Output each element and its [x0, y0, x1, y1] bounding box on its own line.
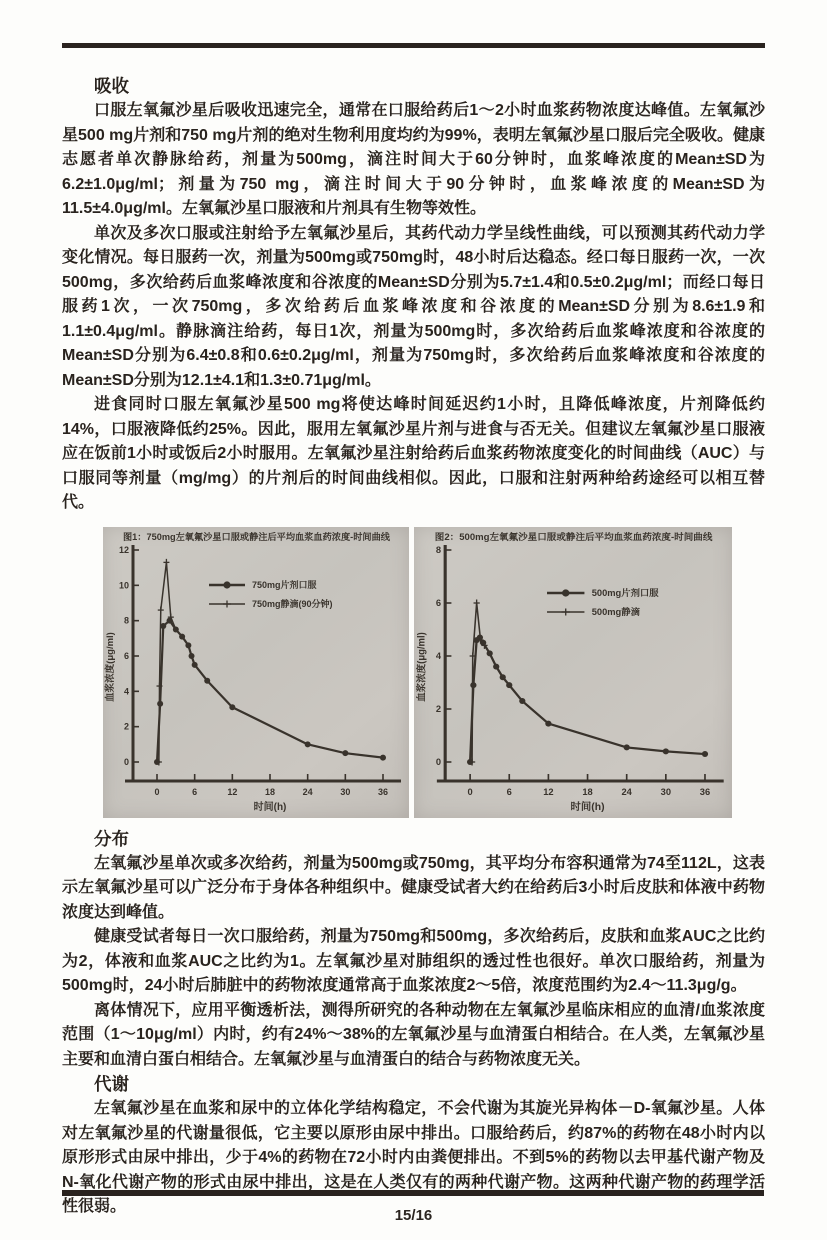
section-heading-absorption: 吸收	[94, 76, 129, 96]
paragraph-absorption-2: 单次及多次口服或注射给予左氧氟沙星后，其药代动力学呈线性曲线，可以预测其药代动力学变化情况。每日服药一次，剂量为500mg或750mg时，48小时后达稳态。经口每日服药一次，一次500mg，多次给药后血浆峰浓度和谷浓度的Mean±SD分别为5.7±1.4和0.5±0.2μg/ml；而经口每日服药1次，一次750mg，多次给药后血浆峰浓度和谷浓度的Mean±SD分别为8.6±1.9和1.1±0.4μg/ml。静脉滴注给药，每日1次，剂量为500mg时，多次给药后血浆峰浓度和谷浓度的Mean±SD分别为6.4±0.8和0.6±0.2μg/ml，剂量为750mg时，多次给药后血浆峰浓度和谷浓度的Mean±SD分别为12.1±4.1和1.3±0.71μg/ml。	[62, 224, 765, 389]
svg-text:30: 30	[660, 786, 672, 797]
svg-text:6: 6	[192, 786, 198, 797]
svg-text:500mg片剂口服: 500mg片剂口服	[591, 587, 659, 598]
svg-text:12: 12	[543, 786, 554, 797]
svg-text:8: 8	[435, 544, 442, 555]
paragraph-distribution-2: 健康受试者每日一次口服给药，剂量为750mg和500mg，多次给药后，皮肤和血浆AUC之比约为2，体液和血浆AUC之比约为1。左氧氟沙星对肺组织的透过性也很好。单次口服给药，剂量为500mg时，24小时后肺脏中的药物浓度通常高于血浆浓度2～5倍，浓度范围约为2.4～11.3μg/g。	[62, 928, 765, 994]
svg-text:0: 0	[467, 786, 473, 797]
svg-text:36: 36	[699, 786, 711, 797]
top-rule	[62, 43, 765, 48]
section-distribution	[62, 827, 765, 1073]
svg-text:500mg静滴: 500mg静滴	[591, 606, 640, 617]
svg-text:24: 24	[302, 786, 313, 797]
svg-text:6: 6	[435, 597, 442, 608]
figures-row	[103, 527, 765, 818]
svg-text:0: 0	[123, 756, 129, 767]
svg-text:4: 4	[123, 685, 129, 696]
svg-text:18: 18	[582, 786, 593, 797]
svg-text:18: 18	[264, 786, 276, 797]
svg-text:4: 4	[435, 650, 442, 661]
svg-text:图1：750mg左氧氟沙星口服或静注后平均血浆血药浓度-时间: 图1：750mg左氧氟沙星口服或静注后平均血浆血药浓度-时间曲线	[123, 531, 390, 542]
paragraph-absorption-1: 口服左氧氟沙星后吸收迅速完全，通常在口服给药后1～2小时血浆药物浓度达峰值。左氧氟沙星500 mg片剂和750 mg片剂的绝对生物利用度均约为99%，表明左氧氟沙星口服后完全吸收。健康志愿者单次静脉给药，剂量为500mg，滴注时间大于60分钟时，血浆峰浓度的Mean±SD为6.2±1.0μg/ml；剂量为750 mg，滴注时间大于90分钟时，血浆峰浓度的Mean±SD为11.5±4.0μg/ml。左氧氟沙星口服液和片剂具有生物等效性。	[62, 102, 765, 217]
paragraph-metabolism-1: 左氧氟沙星在血浆和尿中的立体化学结构稳定，不会代谢为其旋光异构体－D-氧氟沙星。人体对左氧氟沙星的代谢量很低，它主要以原形由尿中排出。口服给药后，约87%的药物在48小时内以原形形式由尿中排出，少于4%的药物在72小时内由粪便排出。不到5%的药物以去甲基代谢产物及N-氧化代谢产物的形式由尿中排出，这是在人类仅有的两种代谢产物。这两种代谢产物的药理学活性很弱。	[62, 1100, 765, 1215]
bottom-rule	[62, 1190, 764, 1196]
svg-text:24: 24	[621, 786, 632, 797]
svg-text:血浆浓度(μg/ml): 血浆浓度(μg/ml)	[105, 631, 116, 702]
svg-text:0: 0	[154, 786, 160, 797]
section-absorption	[62, 74, 765, 516]
svg-text:2: 2	[123, 721, 129, 732]
svg-text:6: 6	[123, 650, 129, 661]
figure-2-concentration-time-chart-500mg	[414, 527, 732, 818]
paragraph-absorption-3: 进食同时口服左氧氟沙星500 mg将使达峰时间延迟约1小时，且降低峰浓度，片剂降低约14%，口服液降低约25%。因此，服用左氧氟沙星片剂与进食与否无关。但建议左氧氟沙星口服液应在饭前1小时或饭后2小时服用。左氧氟沙星注射给药后血浆药物浓度变化的时间曲线（AUC）与口服同等剂量（mg/mg）的片剂后的时间曲线相似。因此，口服和注射两种给药途经可以相互替代。	[62, 396, 765, 511]
svg-text:时间(h): 时间(h)	[570, 801, 605, 813]
section-heading-distribution: 分布	[94, 828, 129, 849]
svg-text:2: 2	[435, 703, 442, 714]
svg-text:0: 0	[435, 756, 442, 767]
svg-text:750mg静滴(90分钟): 750mg静滴(90分钟)	[252, 598, 333, 609]
section-metabolism	[62, 1072, 765, 1220]
section-heading-metabolism: 代谢	[94, 1074, 129, 1094]
paragraph-distribution-3: 离体情况下，应用平衡透析法，测得所研究的各种动物在左氧氟沙星临床相应的血清/血浆浓度范围（1～10μg/ml）内时，约有24%～38%的左氧氟沙星与血清蛋白相结合。在人类，左氧氟沙星主要和血清白蛋白相结合。左氧氟沙星与血清蛋白的结合与药物浓度无关。	[62, 1001, 765, 1068]
svg-text:12: 12	[118, 544, 129, 555]
svg-text:血浆浓度(μg/ml): 血浆浓度(μg/ml)	[416, 631, 428, 702]
paragraph-distribution-1: 左氧氟沙星单次或多次给药，剂量为500mg或750mg，其平均分布容积通常为74至112L，这表示左氧氟沙星可以广泛分布于身体各种组织中。健康受试者大约在给药后3小时后皮肤和体液中药物浓度达到峰值。	[62, 854, 765, 921]
svg-text:36: 36	[377, 786, 389, 797]
svg-text:750mg片剂口服: 750mg片剂口服	[252, 579, 317, 590]
figure-1-concentration-time-chart-750mg	[103, 527, 409, 818]
svg-text:12: 12	[227, 786, 238, 797]
svg-text:30: 30	[340, 786, 351, 797]
svg-text:时间(h): 时间(h)	[253, 801, 287, 813]
svg-text:10: 10	[118, 579, 129, 590]
page-number: 15/16	[394, 1207, 433, 1224]
svg-text:图2：500mg左氧氟沙星口服或静注后平均血浆血药浓度-时间: 图2：500mg左氧氟沙星口服或静注后平均血浆血药浓度-时间曲线	[434, 531, 713, 542]
svg-text:6: 6	[506, 786, 512, 797]
svg-text:8: 8	[123, 615, 129, 626]
